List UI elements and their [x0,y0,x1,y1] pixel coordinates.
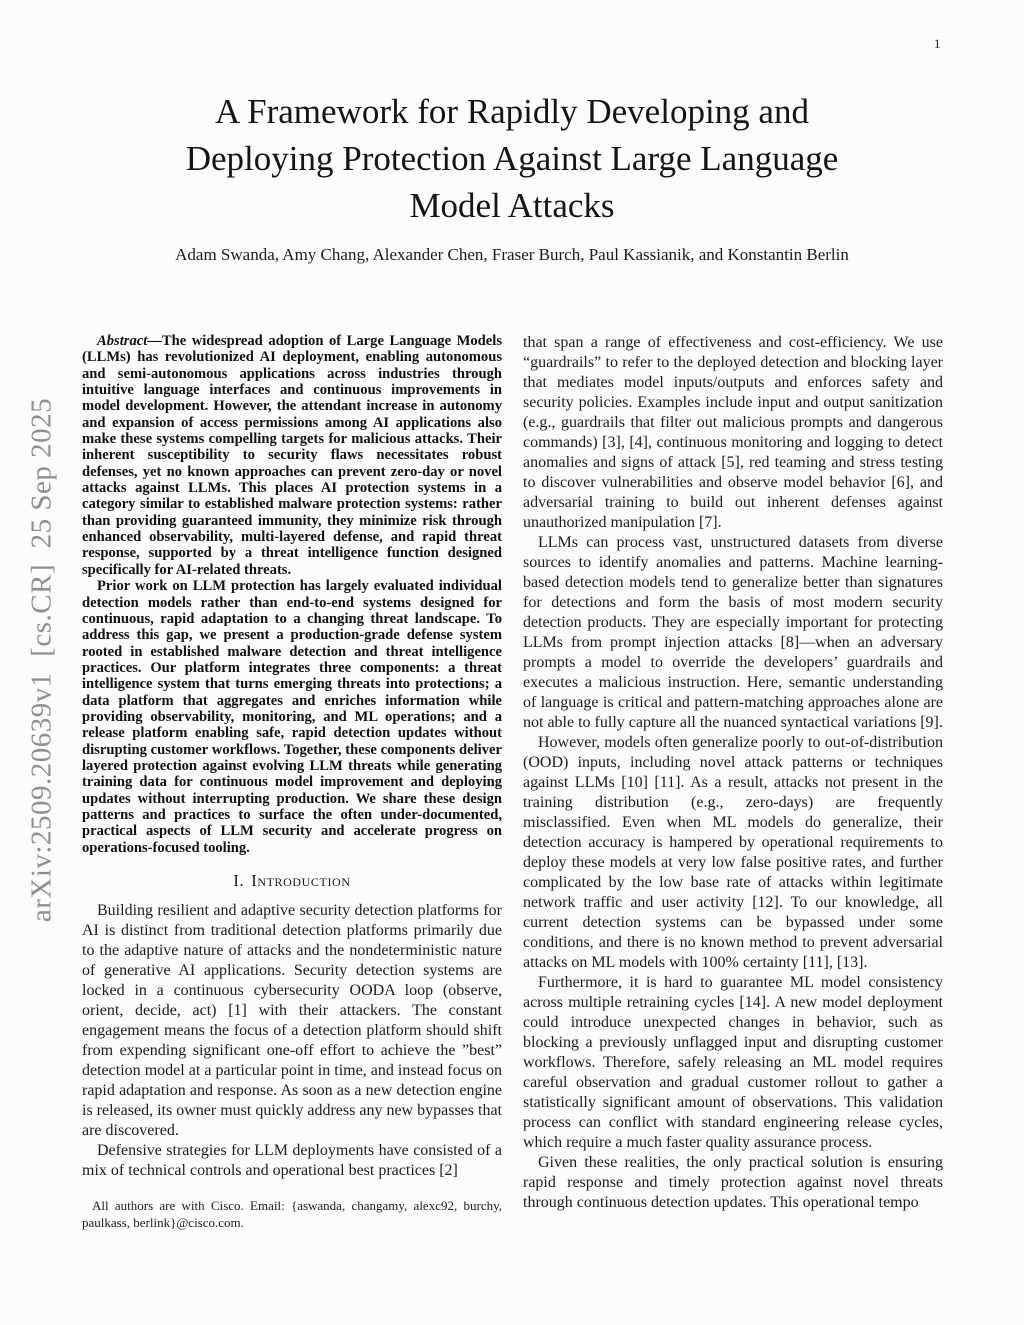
body-paragraph-consistency: Furthermore, it is hard to guarantee ML model consistency across multiple retraining cycles [14]. A new model deployment could introduce unexpected changes in behavior, such as blocking a previously unflagged input and disrupting customer workflows. Therefore, safely releasing an ML model requires careful observation and gradual customer rollout to gather a statistically significant amount of observations. This validation process can conflict with standard engineering release cycles, which require a much faster quality assurance process. [523,974,943,1151]
right-column [523,333,943,1231]
paper-header [92,88,932,265]
intro-paragraph-1: Building resilient and adaptive security detection platforms for AI is distinct from traditional detection platforms primarily due to the adaptive nature of attacks and the nondeterministic nature of generative AI applications. Security detection systems are locked in a continuous cybersecurity OODA loop (observe, orient, decide, act) [1] with their attackers. The constant engagement means the focus of a detection platform should shift from expending significant one-off effort to achieve the ”best” detection model at a particular point in time, and instead focus on rapid adaptation and response. As soon as a new detection engine is released, its owner must quickly address any new bypasses that are discovered. [82,902,502,1139]
abstract-label: Abstract [97,333,148,349]
section-number: I. [233,871,245,890]
title-line-3: Model Attacks [409,186,615,225]
body-paragraph-ood: However, models often generalize poorly to out-of-distribution (OOD) inputs, including novel attack patterns or techniques against LLMs [10] [11]. As a result, attacks not present in the training distribution (e.g., zero-days) are frequently misclassified. Even when ML models do generalize, their detection accuracy is hampered by operational requirements to deploy these models at very low false positive rates, and further complicated by the low base rate of attacks within legitimate network traffic and user activity [12]. To our knowledge, all current detection systems can be bypassed under some conditions, and there is no known method to prevent adversarial attacks on ML models with 100% certainty [11], [13]. [523,734,943,971]
two-column-body [82,333,943,1231]
abstract-paragraph-1 [82,333,502,578]
abstract-paragraph-1-text: —The widespread adoption of Large Language Models (LLMs) has revolutionized AI deployment, enabling autonomous and semi-autonomous applications across industries through intuitive language interfaces and continuous improvements in model development. However, the attendant increase in autonomy and expansion of access permissions among AI applications also make these systems compelling targets for malicious attacks. Their inherent susceptibility to security flaws necessitates robust defenses, yet no known approaches can prevent zero-day or novel attacks against LLMs. This places AI protection systems in a category similar to established malware protection systems: rather than providing guaranteed immunity, they minimize risk through enhanced observability, multi-layered defense, and rapid threat response, supported by a threat intelligence function designed specifically for AI-related threats. [82,333,502,578]
section-heading-introduction [82,871,502,891]
arxiv-watermark: arXiv:2509.20639v1 [cs.CR] 25 Sep 2025 [25,397,58,923]
abstract-paragraph-2: Prior work on LLM protection has largely evaluated individual detection models rather than end-to-end systems designed for continuous, rapid adaptation to a changing threat landscape. To address this gap, we present a production-grade defense system rooted in established malware detection and threat intelligence practices. Our platform integrates three components: a threat intelligence system that turns emerging threats into protections; a data platform that aggregates and enriches information while providing observability, monitoring, and ML operations; and a release platform enabling safe, rapid detection updates without disrupting customer workflows. Together, these components deliver layered protection against evolving LLM threats while generating training data for continuous model improvement and deploying updates without interrupting production. We share these design patterns and practices to surface the often under-documented, practical aspects of LLM security and accelerate progress on operations-focused tooling. [82,578,502,856]
body-paragraph-realities: Given these realities, the only practical solution is ensuring rapid response and timely protection against novel threats through continuous detection updates. This operational tempo [523,1154,943,1211]
title-line-1: A Framework for Rapidly Developing and [215,92,809,131]
authors-line: Adam Swanda, Amy Chang, Alexander Chen, Fraser Burch, Paul Kassianik, and Konstantin Berlin [175,245,849,264]
page-number: 1 [934,36,941,51]
paper-title [92,88,932,229]
body-paragraph-continuation: that span a range of effectiveness and cost-efficiency. We use “guardrails” to refer to the deployed detection and blocking layer that mediates model inputs/outputs and enforces safety and security policies. Examples include input and output sanitization (e.g., guardrails that filter out malicious prompts and dangerous commands) [3], [4], continuous monitoring and logging to detect anomalies and signs of attack [5], red teaming and stress testing to discover vulnerabilities and observe model behavior [6], and adversarial training to build out inherent defenses against unauthorized manipulation [7]. [523,334,943,531]
author-affiliation-footnote: All authors are with Cisco. Email: {aswanda, changamy, alexc92, burchy, paulkass, berlink}@cisco.com. [82,1198,502,1230]
title-line-2: Deploying Protection Against Large Language [185,139,839,178]
body-paragraph-llms-process: LLMs can process vast, unstructured datasets from diverse sources to identify anomalies and patterns. Machine learning-based detection models tend to generalize better than signatures for detections and form the basis of most modern security detection products. They are especially important for protecting LLMs from prompt injection attacks [8]—when an adversary prompts a model to override the developers’ guardrails and executes a malicious instruction. Here, semantic understanding of language is critical and pattern-matching approaches alone are not able to fully capture all the nuanced syntactical variations [9]. [523,534,943,731]
section-title: Introduction [251,871,351,890]
left-column [82,333,502,1231]
intro-paragraph-2: Defensive strategies for LLM deployments have consisted of a mix of technical controls and operational best practices [2] [82,1142,502,1179]
